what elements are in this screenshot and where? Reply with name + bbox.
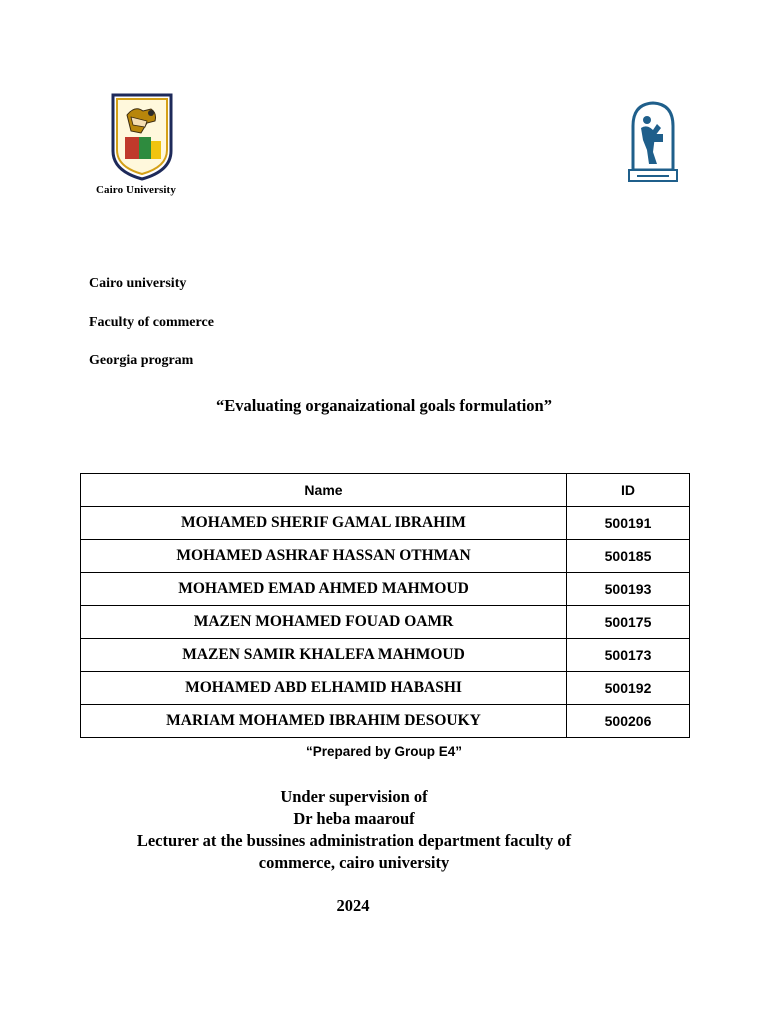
supervisor-name: Dr heba maarouf bbox=[293, 809, 415, 828]
document-title: “Evaluating organaizational goals formulation” bbox=[216, 396, 552, 415]
program-name: Georgia program bbox=[89, 353, 194, 368]
table-header-row bbox=[81, 474, 690, 507]
prepared-by: “Prepared by Group E4” bbox=[305, 744, 463, 759]
supervisor-affiliation: commerce, cairo university bbox=[258, 853, 450, 872]
document-year: 2024 bbox=[336, 896, 370, 915]
table-row bbox=[81, 672, 690, 705]
faculty-of-commerce-emblem-icon bbox=[627, 100, 679, 184]
member-name: MOHAMED SHERIF GAMAL IBRAHIM bbox=[81, 507, 567, 540]
member-name: MOHAMED ASHRAF HASSAN OTHMAN bbox=[81, 540, 567, 573]
university-name: Cairo university bbox=[89, 276, 187, 291]
member-id: 500173 bbox=[567, 639, 690, 672]
table-row bbox=[81, 639, 690, 672]
supervisor-title: Lecturer at the bussines administration department faculty of bbox=[136, 831, 572, 850]
table-row bbox=[81, 705, 690, 738]
member-name: MOHAMED EMAD AHMED MAHMOUD bbox=[81, 573, 567, 606]
cairo-university-caption: Cairo University bbox=[96, 184, 176, 196]
table-row bbox=[81, 573, 690, 606]
table-row bbox=[81, 540, 690, 573]
member-id: 500206 bbox=[567, 705, 690, 738]
members-table bbox=[80, 473, 690, 738]
faculty-logo bbox=[627, 100, 679, 184]
cairo-university-crest-icon bbox=[111, 93, 173, 181]
column-header-id: ID bbox=[567, 474, 690, 507]
table-row bbox=[81, 606, 690, 639]
member-id: 500192 bbox=[567, 672, 690, 705]
member-name: MAZEN MOHAMED FOUAD OAMR bbox=[81, 606, 567, 639]
column-header-name: Name bbox=[81, 474, 567, 507]
member-id: 500185 bbox=[567, 540, 690, 573]
member-name: MAZEN SAMIR KHALEFA MAHMOUD bbox=[81, 639, 567, 672]
member-id: 500175 bbox=[567, 606, 690, 639]
faculty-name: Faculty of commerce bbox=[89, 315, 214, 330]
supervision-heading: Under supervision of bbox=[280, 787, 428, 806]
member-name: MOHAMED ABD ELHAMID HABASHI bbox=[81, 672, 567, 705]
member-id: 500193 bbox=[567, 573, 690, 606]
table-row bbox=[81, 507, 690, 540]
member-id: 500191 bbox=[567, 507, 690, 540]
supervision-block bbox=[0, 786, 708, 874]
member-name: MARIAM MOHAMED IBRAHIM DESOUKY bbox=[81, 705, 567, 738]
